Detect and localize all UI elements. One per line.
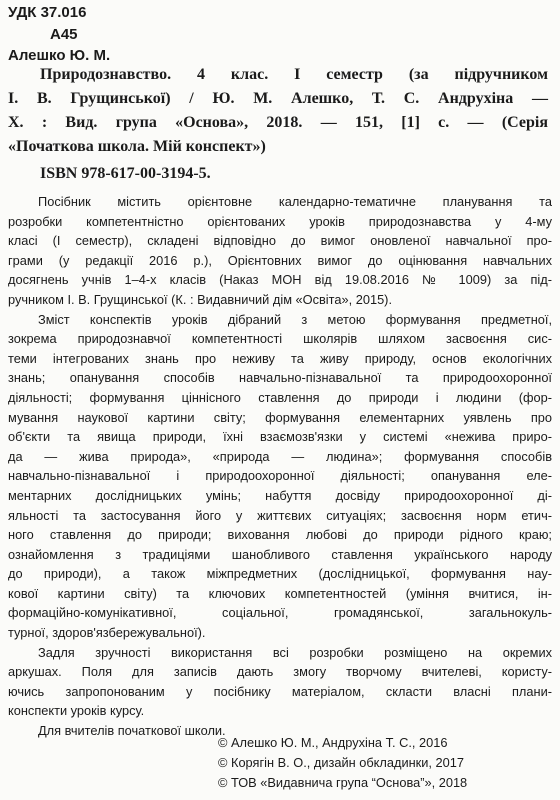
annotation-line: турної, здоров'язбережувальної). (8, 625, 206, 641)
copyright-line: © ТОВ «Видавнича група “Основа”», 2018 (218, 775, 468, 790)
annotation-line: ного ставлення до природи; виховання любові до природи рідного краю; (8, 527, 552, 543)
annotation-line: знань; опанування способів навчально-пізнавальної та природоохоронної (8, 370, 552, 386)
annotation-line: теми інтегрованих знань про неживу та живу природу, основ екологічних (8, 350, 552, 366)
annotation-line: Посібник містить орієнтовне календарно-тематичне планування та (38, 194, 552, 209)
annotation-line: да — жива природа», «природа — людина»; формування способів (8, 448, 552, 464)
annotation (8, 192, 552, 741)
annotation-line: Задля зручності використання всі розробки розміщено на окремих (38, 644, 552, 660)
biblio-line: Х. : Вид. група «Основа», 2018. — 151, [1] с. — (Серія (8, 114, 548, 131)
annotation-line: зокрема природознавчої компетентності школярів шляхом засвоєння сис- (8, 331, 552, 347)
copyright-line: © Алешко Ю. М., Андрухіна Т. С., 2016 (218, 735, 448, 750)
annotation-line: Зміст конспектів уроків дібраний з метою формування предметної, (38, 311, 552, 327)
isbn: ISBN 978-617-00-3194-5. (40, 165, 211, 182)
annotation-line: конспекти уроків курсу. (8, 703, 145, 719)
annotation-line: ючись запропонованим у посібнику матеріалом, скласти власні плани- (8, 683, 552, 699)
copyright-line: © Корягін В. О., дизайн обкладинки, 2017 (218, 755, 465, 770)
annotation-line: мування наукової картини світу; формування елементарних уявлень про (8, 409, 552, 425)
annotation-line: досягнень учнів 1–4-х класів (Наказ МОН від 19.08.2016 № 1009) за під- (8, 272, 552, 288)
annotation-line: класі (I семестр), складені відповідно до вимог оновленої навчальної про- (8, 233, 552, 249)
author-mark: А45 (50, 26, 78, 43)
annotation-line: аркушах. Поля для записів дають змогу творчому вчителеві, користу- (8, 664, 552, 680)
annotation-line: формаційно-комунікативної, соціальної, громадянської, загальнокуль- (8, 605, 552, 621)
annotation-line: до природи), а також міжпредметних (дослідницької, формування нау- (8, 566, 552, 582)
annotation-line: ручником I. В. Грущинської (К. : Видавничий дім «Освіта», 2015). (8, 291, 393, 307)
target-audience: Для вчителів початкової школи. (38, 723, 226, 739)
annotation-line: кової картини світу) та ключових компетентностей (уміння вчитися, ін- (8, 585, 552, 601)
annotation-line: яльності та застосування його у життєвих ситуаціях; засвоєння норм етич- (8, 507, 552, 523)
annotation-line: розробки компетентністно орієнтованих уроків природознавства у 4-му (8, 213, 552, 229)
annotation-line: ознайомлення з традиціями шанобливого ставлення українського народу (8, 546, 552, 562)
annotation-line: об'єкти та явища природи, їхні взаємозв'язки у системі «нежива приро- (8, 429, 552, 445)
annotation-line: діяльності; формування ціннісного ставлення до природи і людини (фор- (8, 389, 552, 405)
annotation-line: навчально-пізнавальної і природоохоронної діяльності; опанування еле- (8, 468, 552, 484)
biblio-line: I. В. Грущинської) / Ю. М. Алешко, Т. С. Андрухіна — (8, 90, 548, 107)
annotation-line: ментарних дослідницьких умінь; набуття досвіду природоохоронної ді- (8, 487, 552, 503)
annotation-line: грами (у редакції 2016 р.), Орієнтовних вимог до оцінювання навчальних (8, 252, 552, 268)
author-heading: Алешко Ю. М. (8, 47, 111, 64)
udk-code: УДК 37.016 (8, 4, 87, 21)
biblio-line: «Початкова школа. Мій конспект») (8, 138, 266, 155)
biblio-line: Природознавство. 4 клас. I семестр (за підручником (40, 66, 548, 83)
